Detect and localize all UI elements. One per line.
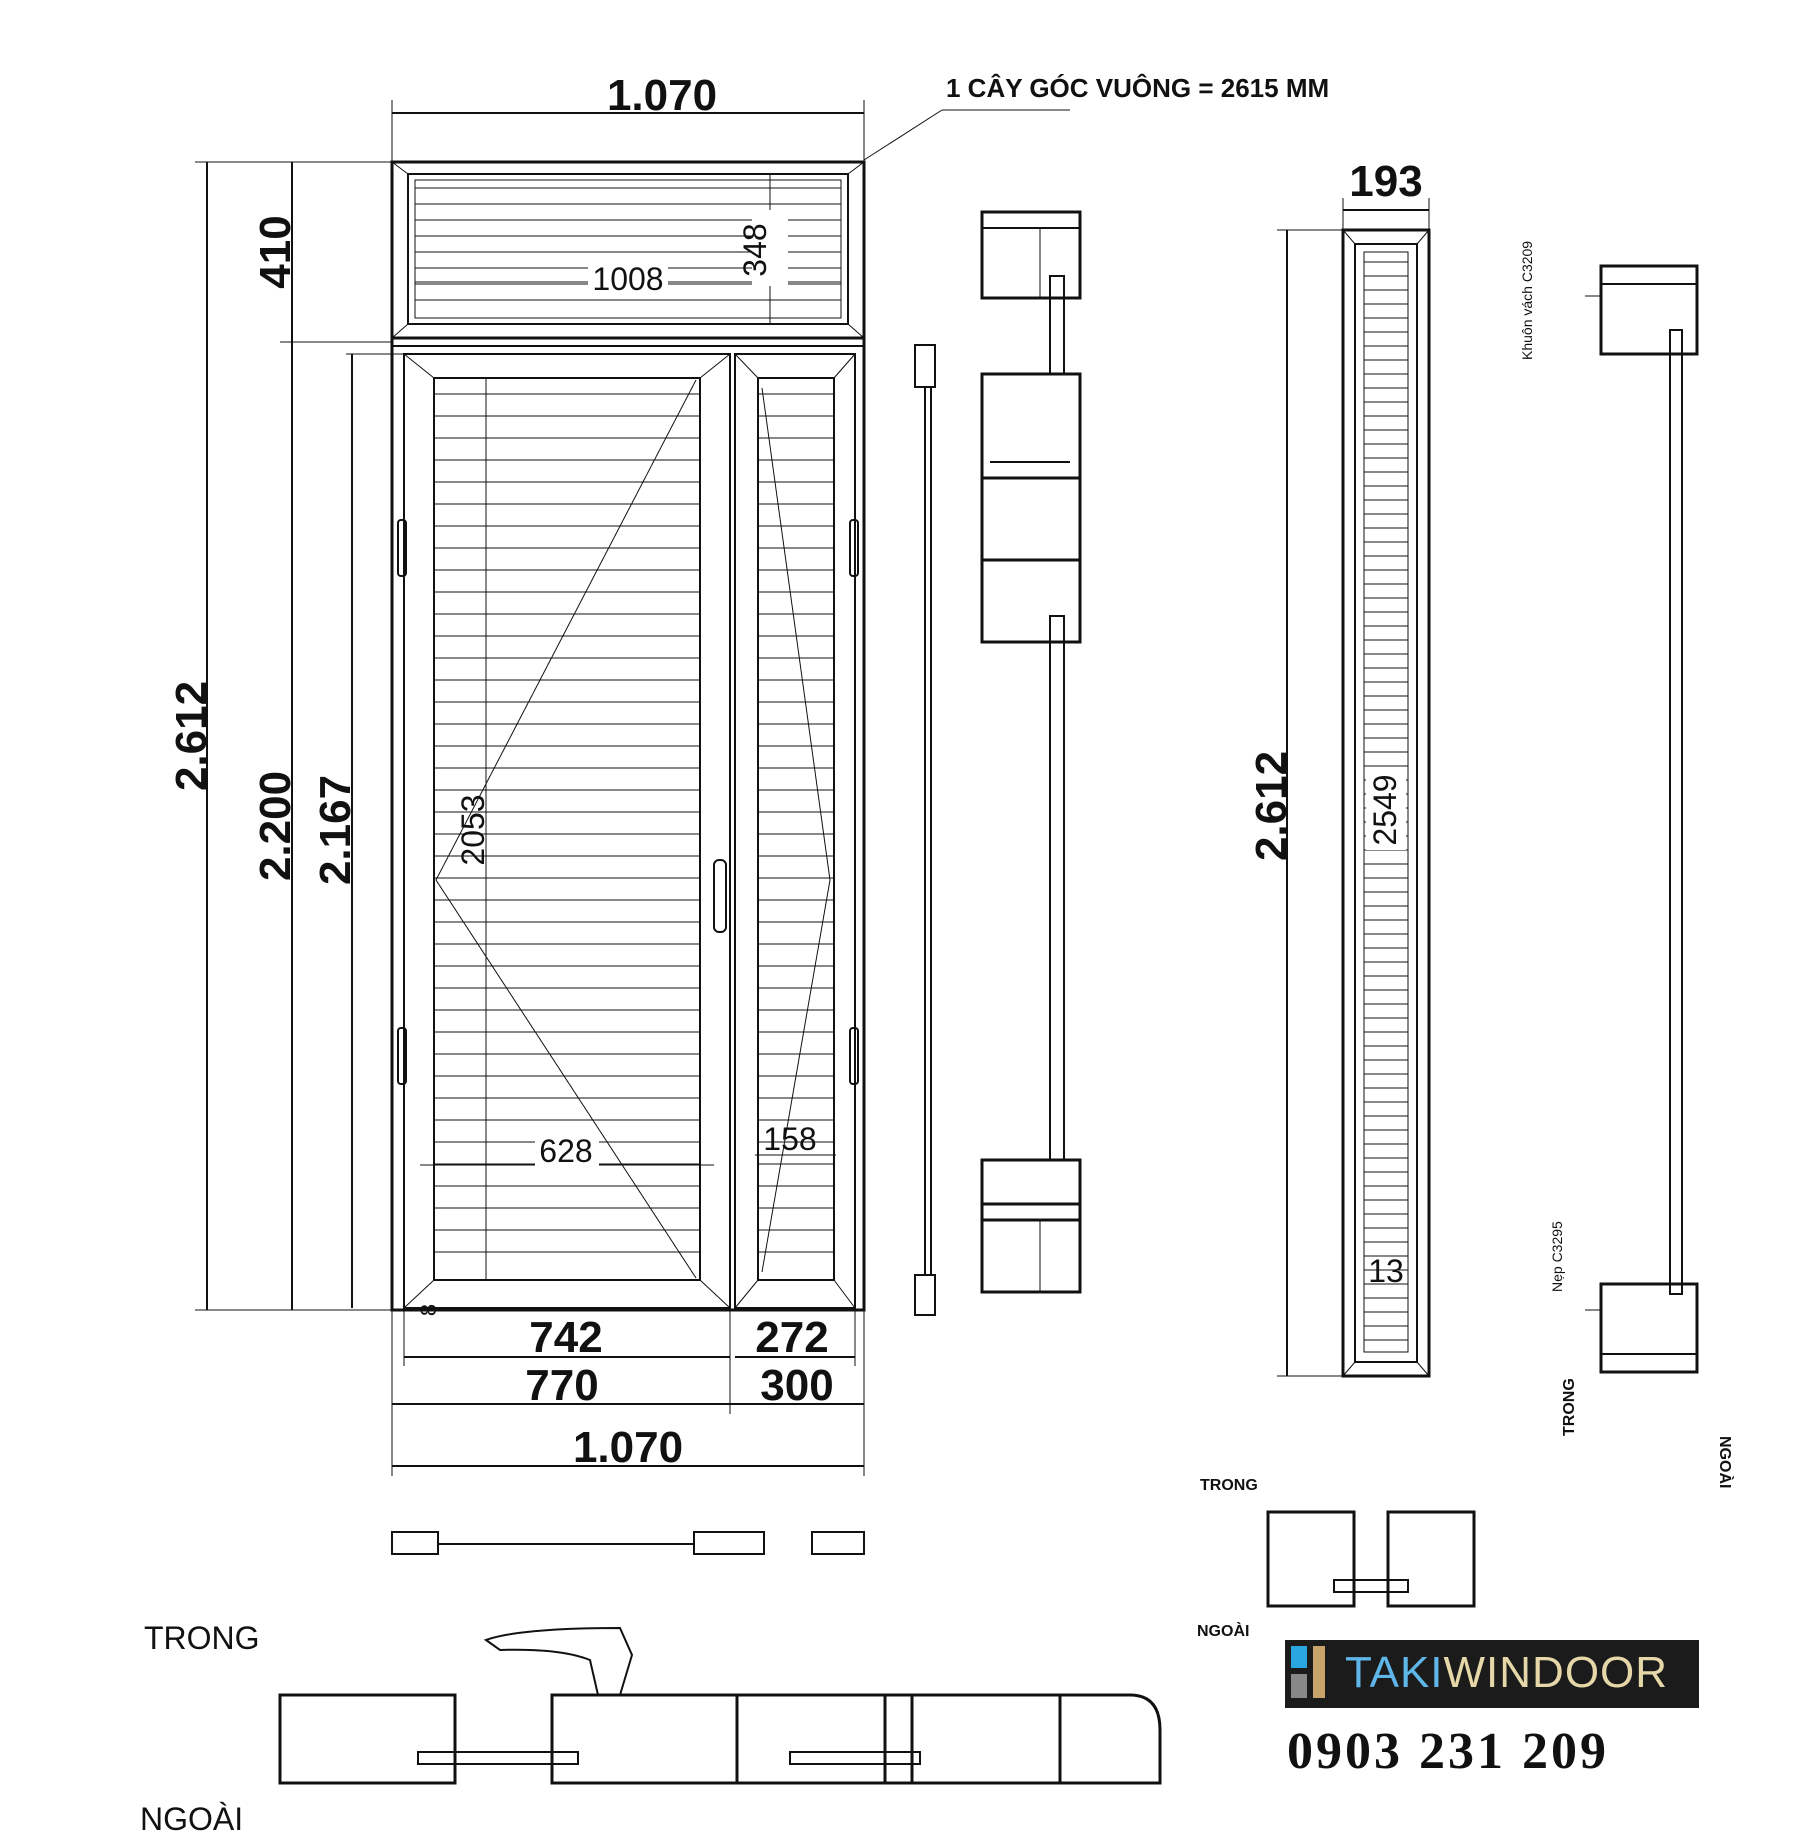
dim-bottom-width: 1.070 xyxy=(572,1423,684,1472)
handle-section-icon xyxy=(486,1628,632,1695)
main-elevation xyxy=(167,71,1329,1476)
dim-door-height: 2.200 xyxy=(251,770,300,882)
small-inside-label: TRONG xyxy=(1200,1477,1258,1494)
dim-main-sash-width: 742 xyxy=(529,1313,603,1362)
brand-logo xyxy=(1285,1640,1699,1708)
phone-number: 0903 231 209 xyxy=(1287,1723,1609,1780)
frame-label: Khuôn vách C3209 xyxy=(1519,240,1535,360)
brand-name-part2: WINDOOR xyxy=(1443,1648,1669,1697)
angle-note: 1 CÂY GÓC VUÔNG = 2615 MM xyxy=(946,73,1330,103)
dim-sill: 8 xyxy=(416,1303,441,1317)
dim-side-total-height: 2.612 xyxy=(1247,750,1296,862)
dim-main-glass-width: 628 xyxy=(539,1133,593,1169)
dim-sash-glass-height: 2053 xyxy=(455,794,491,866)
side-panel-elevation xyxy=(1247,157,1429,1376)
dim-side-glass-height: 2549 xyxy=(1367,774,1403,846)
small-outside-label: NGOÀI xyxy=(1197,1623,1250,1640)
vertical-profile-section xyxy=(982,212,1080,1292)
transom xyxy=(392,162,864,338)
dim-transom-glass-width: 1008 xyxy=(592,261,664,297)
right-vertical-section xyxy=(1519,241,1735,1489)
horizontal-section-thin xyxy=(392,1532,864,1554)
dim-side-bottom: 13 xyxy=(1368,1253,1404,1289)
bottom-outside-label: NGOÀI xyxy=(140,1801,244,1837)
right-inside-label: TRONG xyxy=(1561,1378,1578,1436)
dim-transom-glass-height: 348 xyxy=(737,223,773,277)
right-outside-label: NGOÀI xyxy=(1716,1436,1733,1489)
bottom-inside-label: TRONG xyxy=(144,1620,260,1656)
brand-mark-icon xyxy=(1285,1640,1339,1708)
dim-total-height: 2.612 xyxy=(167,680,216,792)
dim-side-panel-width: 300 xyxy=(760,1361,834,1410)
dim-side-width: 193 xyxy=(1349,157,1423,206)
small-horizontal-section xyxy=(1197,1477,1474,1640)
side-sash xyxy=(735,354,858,1308)
brand-name xyxy=(1345,1648,1668,1698)
dim-side-glass-width: 158 xyxy=(763,1121,817,1157)
dim-transom-height: 410 xyxy=(251,215,300,289)
vertical-section-thin xyxy=(915,345,935,1315)
dim-main-panel-width: 770 xyxy=(525,1361,599,1410)
brand-name-part1: TAKI xyxy=(1345,1648,1444,1697)
dim-sash-height: 2.167 xyxy=(311,774,360,886)
bead-label: Nẹp C3295 xyxy=(1549,1221,1565,1292)
large-horizontal-section xyxy=(280,1628,1160,1783)
dim-side-sash-width: 272 xyxy=(755,1313,829,1362)
door-handle-icon xyxy=(714,860,726,932)
dim-top-width: 1.070 xyxy=(606,71,718,120)
